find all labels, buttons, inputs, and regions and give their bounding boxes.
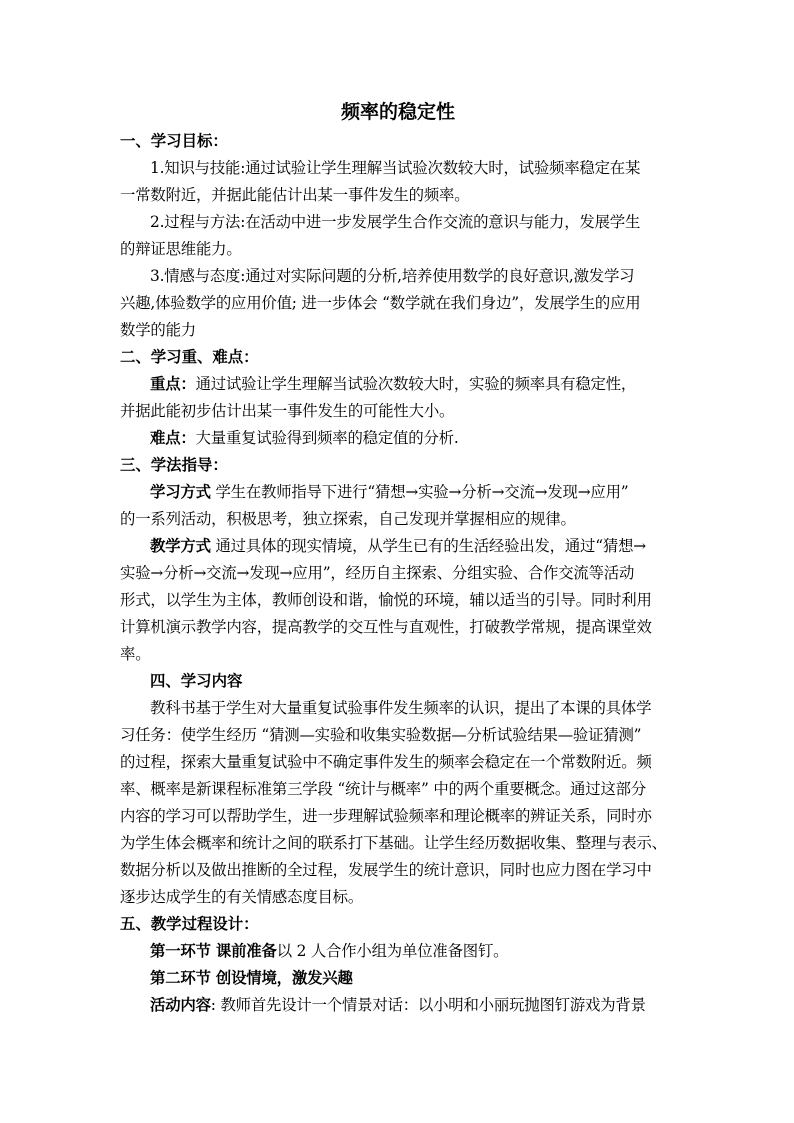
- section-heading-methods: 三、学法指导：: [120, 456, 228, 474]
- paragraph-line: 为学生体会概率和统计之间的联系打下基础。让学生经历数据收集、整理与表示、: [120, 834, 667, 852]
- paragraph-line: 逐步达成学生的有关情感态度目标。: [120, 888, 364, 906]
- paragraph-line: 3.情感与态度:通过对实际问题的分析,培养使用数学的良好意识,激发学习: [150, 267, 635, 285]
- section-heading-process: 五、教学过程设计：: [120, 915, 259, 933]
- paragraph-line: 实验→分析→交流→发现→应用”，经历自主探索、分组实验、合作交流等活动: [120, 564, 635, 582]
- paragraph-line: 数据分析以及做出推断的全过程，发展学生的统计意识，同时也应力图在学习中: [120, 861, 652, 879]
- paragraph-line: 数学的能力: [120, 321, 196, 339]
- section-heading-key-points: 二、学习重、难点：: [120, 348, 259, 366]
- key-point-text: 通过试验让学生理解当试验次数较大时，实验的频率具有稳定性，: [195, 375, 637, 393]
- paragraph-line: 并据此能初步估计出某一事件发生的可能性大小。: [120, 402, 455, 420]
- section-heading-objectives: 一、学习目标：: [120, 132, 228, 150]
- learning-mode-text: 学生在教师指导下进行“猜想→实验→分析→交流→发现→应用”: [210, 483, 629, 501]
- activity-line: [120, 992, 676, 1019]
- paragraph-line: 兴趣,体验数学的应用价值; 进一步体会 “数学就在我们身边”，发展学生的应用: [120, 294, 641, 312]
- paragraph-line: 的一系列活动，积极思考，独立探索，自己发现并掌握相应的规律。: [120, 510, 576, 528]
- paragraph-line: 习任务：使学生经历 “猜测—实验和收集实验数据—分析试验结果—验证猜测”: [120, 726, 642, 744]
- key-point-label: 重点：: [150, 375, 196, 393]
- difficulty-label: 难点：: [150, 429, 196, 447]
- paragraph-line: 率、概率是新课程标准第三学段 “统计与概率” 中的两个重要概念。通过这部分: [120, 780, 647, 798]
- teaching-mode-line: [120, 533, 676, 560]
- paragraph-line: 的过程，探索大量重复试验中不确定事件发生的频率会稳定在一个常数附近。频: [120, 753, 652, 771]
- learning-mode-line: [120, 479, 676, 506]
- learning-mode-label: 学习方式: [150, 483, 211, 501]
- activity-label: 活动内容: [150, 996, 211, 1014]
- stage1-label: 第一环节 课前准备: [150, 942, 277, 960]
- document-title: 频率的稳定性: [340, 101, 455, 123]
- difficulty-text: 大量重复试验得到频率的稳定值的分析.: [195, 429, 459, 447]
- paragraph-line: 的辩证思维能力。: [120, 240, 242, 258]
- section-heading-content: 四、学习内容: [150, 672, 243, 690]
- stage1-text: 以 2 人合作小组为单位准备图钉。: [276, 942, 509, 960]
- paragraph-line: 形式，以学生为主体，教师创设和谐，愉悦的环境，辅以适当的引导。同时利用: [120, 591, 652, 609]
- paragraph-line: 1.知识与技能:通过试验让学生理解当试验次数较大时，试验频率稳定在某: [150, 159, 641, 177]
- paragraph-line: 2.过程与方法:在活动中进一步发展学生合作交流的意识与能力，发展学生: [150, 213, 641, 231]
- stage1-line: [120, 938, 676, 965]
- difficulty-line: [120, 425, 676, 452]
- activity-text: : 教师首先设计一个情景对话：以小明和小丽玩抛图钉游戏为背景: [210, 996, 646, 1014]
- paragraph-line: 率。: [120, 645, 151, 663]
- document-page: [120, 96, 676, 1019]
- paragraph-line: 一常数附近，并据此能估计出某一事件发生的频率。: [120, 186, 470, 204]
- paragraph-line: 内容的学习可以帮助学生，进一步理解试验频率和理论概率的辨证关系，同时亦: [120, 807, 652, 825]
- teaching-mode-label: 教学方式: [150, 537, 211, 555]
- paragraph-line: 教科书基于学生对大量重复试验事件发生频率的认识，提出了本课的具体学: [150, 699, 652, 717]
- paragraph-line: 计算机演示教学内容，提高教学的交互性与直观性，打破教学常规，提高课堂效: [120, 618, 652, 636]
- stage2-heading: 第二环节 创设情境，激发兴趣: [150, 969, 353, 987]
- key-point-line: [120, 371, 676, 398]
- teaching-mode-text: 通过具体的现实情境，从学生已有的生活经验出发，通过“猜想→: [210, 537, 646, 555]
